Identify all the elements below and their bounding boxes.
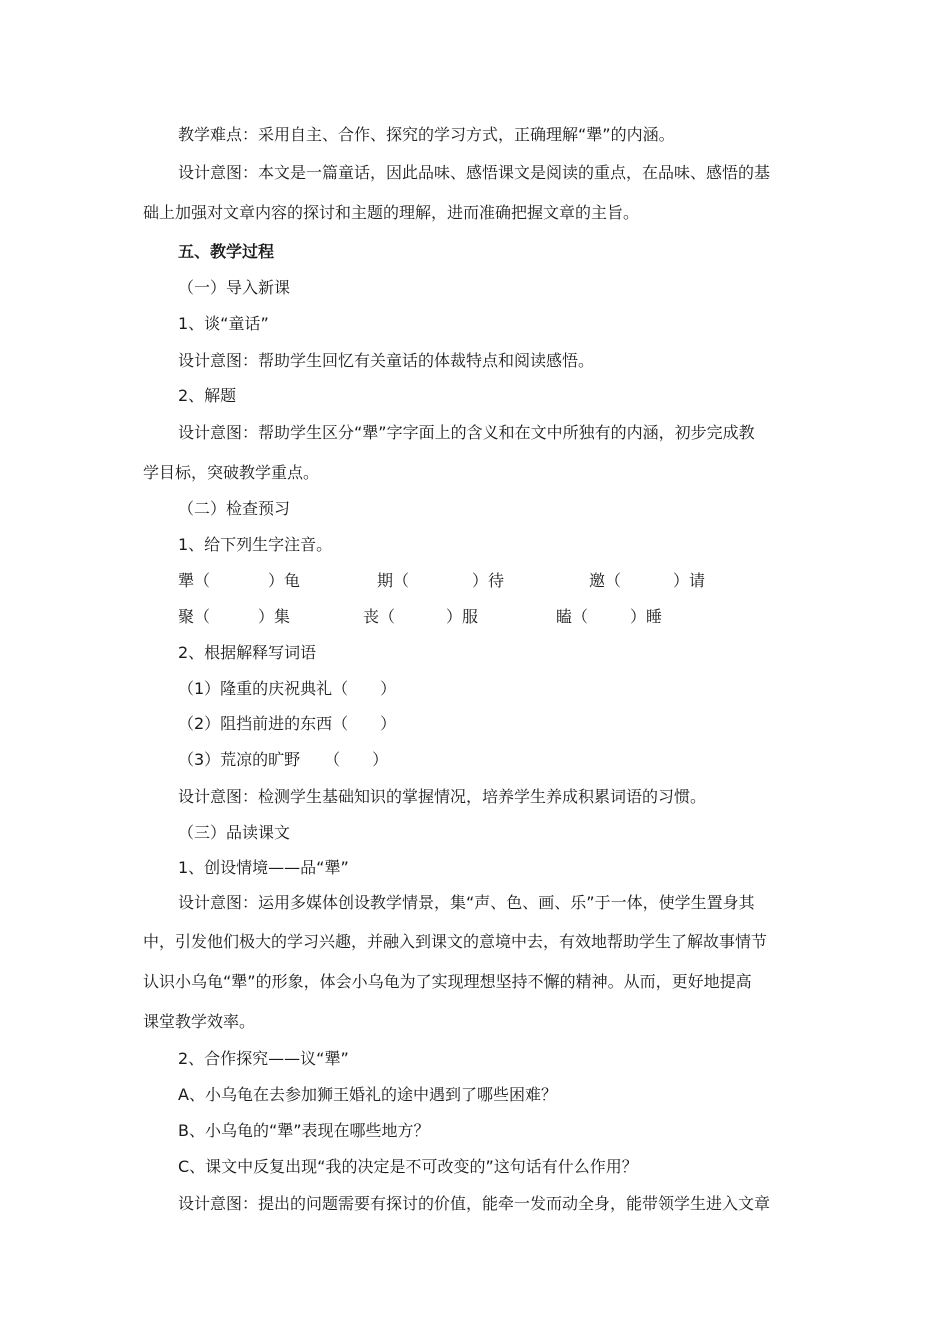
subsection-preview-check: （二）检查预习 xyxy=(178,499,291,518)
design-intent-1-line-1: 设计意图：本文是一篇童话，因此品味、感悟课文是阅读的重点，在品味、感悟的基 xyxy=(178,163,771,182)
design-intent-5-line-4: 课堂教学效率。 xyxy=(143,1012,256,1031)
pinyin-cell: 丧（ xyxy=(363,607,396,626)
section-heading-teaching-process: 五、教学过程 xyxy=(178,242,275,261)
pinyin-cell: ）睡 xyxy=(630,607,663,626)
question-a: A、小乌龟在去参加狮王婚礼的途中遇到了哪些困难？ xyxy=(178,1085,557,1104)
design-intent-5-line-1: 设计意图：运用多媒体创设教学情景，集“声、色、画、乐”于一体，使学生置身其 xyxy=(178,893,755,912)
design-intent-2: 设计意图：帮助学生回忆有关童话的体裁特点和阅读感悟。 xyxy=(178,351,595,370)
pinyin-cell: 期（ xyxy=(377,571,410,590)
design-intent-3-line-1: 设计意图：帮助学生区分“犟”字字面上的含义和在文中所独有的内涵，初步完成教 xyxy=(178,423,755,442)
design-intent-5-line-2: 中，引发他们极大的学习兴趣，并融入到课文的意境中去，有效地帮助学生了解故事情节 xyxy=(143,932,768,951)
design-intent-5-line-3: 认识小乌龟“犟”的形象，体会小乌龟为了实现理想坚持不懈的精神。从而，更好地提高 xyxy=(143,972,752,991)
pinyin-cell: ）待 xyxy=(472,571,505,590)
design-intent-1-line-2: 础上加强对文章内容的探讨和主题的理解，进而准确把握文章的主旨。 xyxy=(143,203,640,222)
word-exercise-3: （3）荒凉的旷野 （ ） xyxy=(178,750,389,769)
subsection-intro: （一）导入新课 xyxy=(178,278,291,297)
teaching-difficulty: 教学难点：采用自主、合作、探究的学习方式，正确理解“犟”的内涵。 xyxy=(178,125,675,144)
pinyin-cell: ）集 xyxy=(258,607,291,626)
pinyin-cell: 犟（ xyxy=(178,571,211,590)
step-create-scene: 1、创设情境——品“犟” xyxy=(178,858,349,877)
item-title-explain: 2、解题 xyxy=(178,386,237,405)
pinyin-cell: ）服 xyxy=(446,607,479,626)
word-exercise-2: （2）阻挡前进的东西（ ） xyxy=(178,714,397,733)
design-intent-4: 设计意图：检测学生基础知识的掌握情况，培养学生养成积累词语的习惯。 xyxy=(178,787,707,806)
design-intent-3-line-2: 学目标，突破教学重点。 xyxy=(143,463,320,482)
word-exercise-title: 2、根据解释写词语 xyxy=(178,643,317,662)
pinyin-cell: 瞌（ xyxy=(556,607,589,626)
question-b: B、小乌龟的“犟”表现在哪些地方？ xyxy=(178,1121,430,1140)
pinyin-cell: 聚（ xyxy=(178,607,211,626)
word-exercise-1: （1）隆重的庆祝典礼（ ） xyxy=(178,679,397,698)
pinyin-cell: ）龟 xyxy=(268,571,301,590)
step-cooperative-inquiry: 2、合作探究——议“犟” xyxy=(178,1049,349,1068)
pinyin-cell: 邀（ xyxy=(589,571,622,590)
pinyin-cell: ）请 xyxy=(673,571,706,590)
pinyin-exercise-title: 1、给下列生字注音。 xyxy=(178,535,333,554)
item-talk-fairy-tale: 1、谈“童话” xyxy=(178,314,269,333)
subsection-text-reading: （三）品读课文 xyxy=(178,823,291,842)
question-c: C、课文中反复出现“我的决定是不可改变的”这句话有什么作用？ xyxy=(178,1157,638,1176)
design-intent-6: 设计意图：提出的问题需要有探讨的价值，能牵一发而动全身，能带领学生进入文章 xyxy=(178,1194,771,1213)
